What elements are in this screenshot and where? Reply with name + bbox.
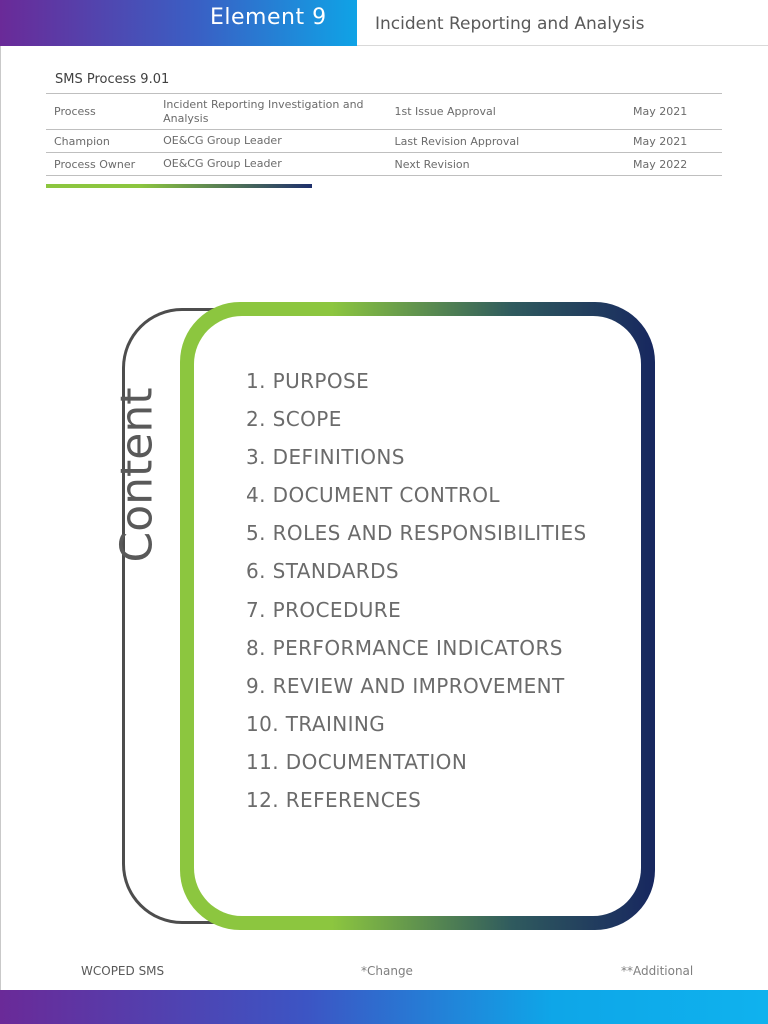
row-label: Process Owner	[46, 153, 155, 176]
table-of-contents	[246, 366, 587, 823]
table-row	[46, 94, 722, 130]
row-date: May 2021	[625, 130, 722, 153]
footer-band	[0, 990, 768, 1024]
row-value: OE&CG Group Leader	[155, 130, 386, 153]
header-divider	[357, 45, 768, 46]
accent-divider	[46, 184, 312, 188]
toc-item: 4. DOCUMENT CONTROL	[246, 483, 500, 508]
row-label: Process	[46, 94, 155, 130]
table-row	[46, 153, 722, 176]
table-row	[46, 130, 722, 153]
row-label: Champion	[46, 130, 155, 153]
element-label: Element 9	[210, 5, 327, 30]
process-heading: SMS Process 9.01	[55, 72, 170, 87]
toc-item: 5. ROLES AND RESPONSIBILITIES	[246, 521, 587, 546]
row-date: May 2022	[625, 153, 722, 176]
toc-item: 3. DEFINITIONS	[246, 445, 405, 470]
row-value: Incident Reporting Investigation and Analysis	[155, 94, 386, 130]
toc-item: 8. PERFORMANCE INDICATORS	[246, 635, 563, 660]
content-label-text: Content	[111, 387, 163, 563]
toc-item: 2. SCOPE	[246, 407, 342, 432]
row-date: May 2021	[625, 94, 722, 130]
toc-item: 1. PURPOSE	[246, 369, 370, 393]
row-field: Last Revision Approval	[387, 130, 625, 153]
toc-item: 10. TRAINING	[246, 711, 386, 736]
toc-item: 6. STANDARDS	[246, 559, 399, 584]
footer-left-text: WCOPED SMS	[81, 964, 165, 978]
toc-item: 9. REVIEW AND IMPROVEMENT	[246, 673, 565, 698]
footer-change-note: *Change	[361, 964, 413, 978]
row-field: 1st Issue Approval	[387, 94, 625, 130]
toc-item: 12. REFERENCES	[246, 788, 422, 813]
row-value: OE&CG Group Leader	[155, 153, 386, 176]
footer-additional-note: **Additional	[621, 964, 694, 978]
left-page-border	[0, 46, 1, 990]
row-field: Next Revision	[387, 153, 625, 176]
toc-item: 11. DOCUMENTATION	[246, 749, 468, 774]
process-info-table	[46, 93, 722, 176]
page-title: Incident Reporting and Analysis	[375, 14, 645, 34]
toc-item: 7. PROCEDURE	[246, 597, 402, 622]
